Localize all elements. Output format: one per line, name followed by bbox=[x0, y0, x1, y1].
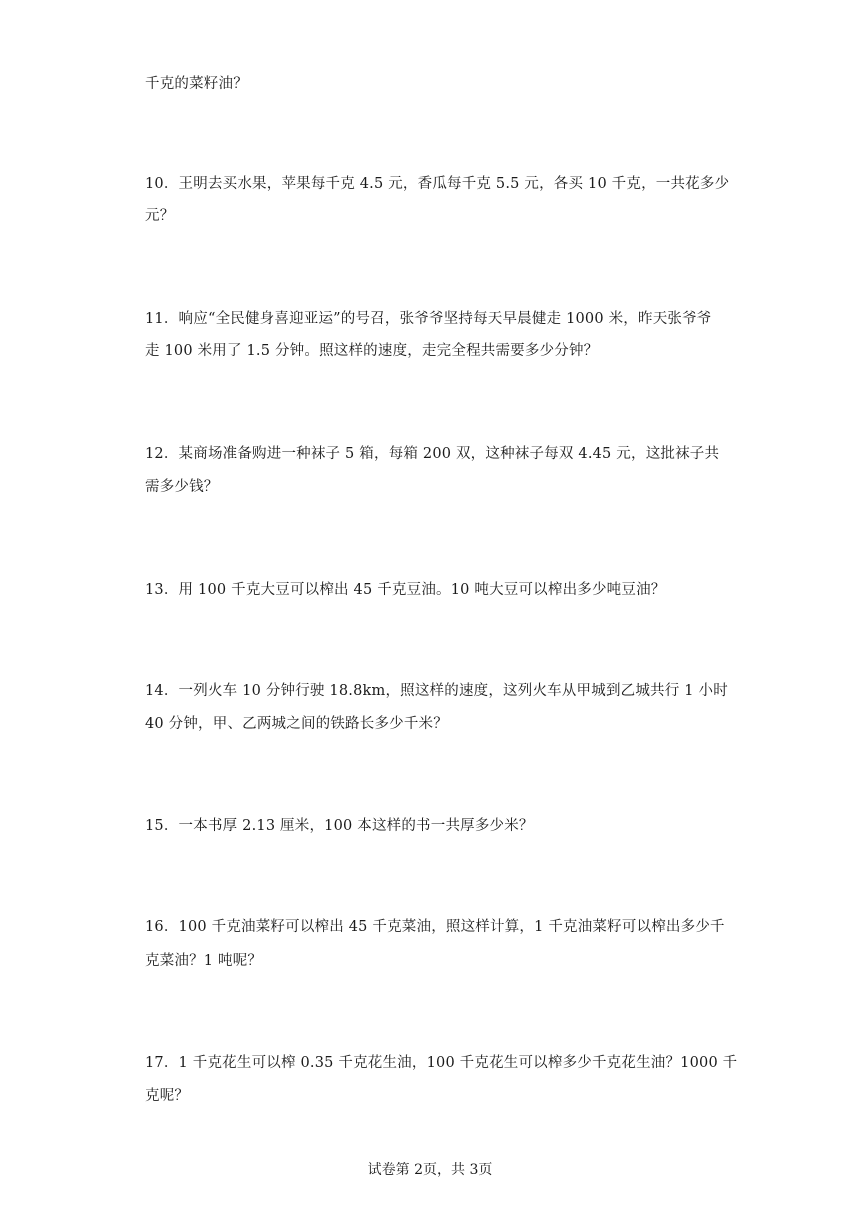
page-footer: 试卷第 2页，共 3页 bbox=[367, 1162, 493, 1178]
question-line: 元？ bbox=[145, 208, 175, 224]
question-line: 13．用 100 千克大豆可以榨出 45 千克豆油。10 吨大豆可以榨出多少吨豆油？ bbox=[145, 582, 666, 598]
question-line: 16．100 千克油菜籽可以榨出 45 千克菜油，照这样计算，1 千克油菜籽可以榨出多少千 bbox=[145, 919, 725, 935]
question-line: 11．响应“全民健身喜迎亚运”的号召，张爷爷坚持每天早晨健走 1000 米，昨天张爷爷 bbox=[145, 311, 712, 327]
question-line: 14．一列火车 10 分钟行驶 18.8km，照这样的速度，这列火车从甲城到乙城共行 1 小时 bbox=[145, 683, 728, 699]
question-line: 10．王明去买水果，苹果每千克 4.5 元，香瓜每千克 5.5 元，各买 10 千克，一共花多少 bbox=[145, 176, 730, 192]
question-line: 15．一本书厚 2.13 厘米，100 本这样的书一共厚多少米？ bbox=[145, 818, 534, 834]
question-line: 走 100 米用了 1.5 分钟。照这样的速度，走完全程共需要多少分钟？ bbox=[145, 343, 599, 359]
question-line: 克呢？ bbox=[145, 1088, 190, 1104]
continuation-text: 千克的菜籽油？ bbox=[145, 76, 248, 92]
question-line: 17．1 千克花生可以榨 0.35 千克花生油，100 千克花生可以榨多少千克花生油？1000 千 bbox=[145, 1055, 738, 1071]
question-line: 需多少钱？ bbox=[145, 479, 219, 495]
question-line: 12．某商场准备购进一种袜子 5 箱，每箱 200 双，这种袜子每双 4.45 元，这批袜子共 bbox=[145, 446, 720, 462]
question-line: 40 分钟，甲、乙两城之间的铁路长多少千米？ bbox=[145, 716, 448, 732]
question-line: 克菜油？1 吨呢？ bbox=[145, 953, 263, 969]
